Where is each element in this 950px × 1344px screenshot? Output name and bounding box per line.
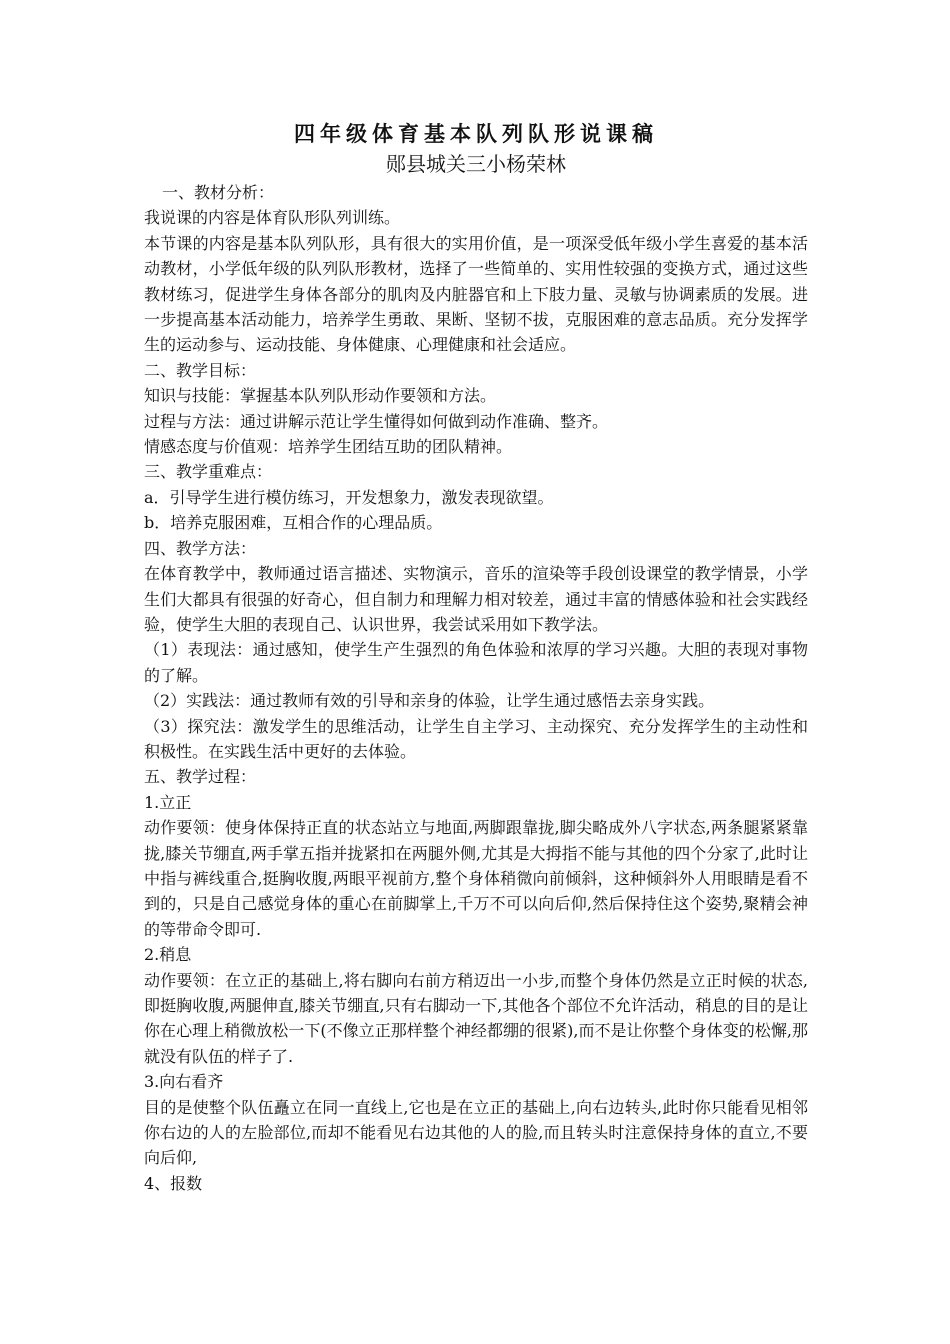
section-heading: 一、教材分析： — [162, 183, 275, 202]
paragraph: 目的是使整个队伍矗立在同一直线上,它也是在立正的基础上,向右边转头,此时你只能看见相邻你右边的人的左脸部位,而却不能看见右边其他的人的脸,而且转头时注意保持身体的直立,不要向后仰, — [144, 1097, 808, 1168]
document-title: 四年级体育基本队列队形说课稿 — [294, 121, 658, 146]
section-heading: 四、教学方法： — [144, 538, 257, 558]
paragraph: 在体育教学中，教师通过语言描述、实物演示，音乐的渲染等手段创设课堂的教学情景，小学生们大都具有很强的好奇心，但自制力和理解力相对较差，通过丰富的情感体验和社会实践经验，使学生大胆的表现自己、认识世界，我尝试采用如下教学法。 — [144, 564, 808, 634]
subsection-heading: 2.稍息 — [144, 945, 192, 965]
section-heading: 三、教学重难点： — [144, 462, 273, 482]
paragraph: 情感态度与价值观：培养学生团结互助的团队精神。 — [144, 437, 513, 457]
subsection-heading: 3.向右看齐 — [144, 1072, 224, 1092]
subsection-heading: 4、报数 — [144, 1173, 203, 1193]
paragraph: 我说课的内容是体育队形队列训练。 — [144, 208, 401, 228]
list-item: b．培养克服困难，互相合作的心理品质。 — [144, 513, 443, 533]
section-heading: 五、教学过程： — [144, 767, 257, 787]
document-author: 郧县城关三小杨荣林 — [386, 152, 566, 176]
list-item: （3）探究法：激发学生的思维活动，让学生自主学习、主动探究、充分发挥学生的主动性和积极性。在实践生活中更好的去体验。 — [144, 716, 808, 761]
paragraph: 动作要领：在立正的基础上,将右脚向右前方稍迈出一小步,而整个身体仍然是立正时候的状态,即挺胸收腹,两腿伸直,膝关节绷直,只有右脚动一下,其他各个部位不允许活动，稍息的目的是让你在心理上稍微放松一下(不像立正那样整个神经都绷的很紧),而不是让你整个身体变的松懈,那就没有队伍的样子了. — [144, 970, 808, 1066]
list-item: a．引导学生进行模仿练习，开发想象力，激发表现欲望。 — [144, 487, 554, 507]
paragraph: 动作要领：使身体保持正直的状态站立与地面,两脚跟靠拢,脚尖略成外八字状态,两条腿紧紧靠拢,膝关节绷直,两手掌五指并拢紧扣在两腿外侧,尤其是大拇指不能与其他的四个分家了,此时让中指与裤线重合,挺胸收腹,两眼平视前方,整个身体稍微向前倾斜，这种倾斜外人用眼睛是看不到的，只是自己感觉身体的重心在前脚掌上,千万不可以向后仰,然后保持住这个姿势,聚精会神的等带命令即可. — [144, 818, 808, 939]
paragraph: 本节课的内容是基本队列队形，具有很大的实用价值，是一项深受低年级小学生喜爱的基本活动教材，小学低年级的队列队形教材，选择了一些简单的、实用性较强的变换方式，通过这些教材练习，促进学生身体各部分的肌肉及内脏器官和上下肢力量、灵敏与协调素质的发展。进一步提高基本活动能力，培养学生勇敢、果断、坚韧不拔，克服困难的意志品质。充分发挥学生的运动参与、运动技能、身体健康、心理健康和社会适应。 — [144, 233, 808, 355]
subsection-heading: 1.立正 — [144, 792, 192, 812]
section-heading: 二、教学目标： — [144, 360, 257, 380]
list-item: （1）表现法：通过感知，使学生产生强烈的角色体验和浓厚的学习兴趣。大胆的表现对事物的了解。 — [144, 640, 808, 685]
paragraph: 过程与方法：通过讲解示范让学生懂得如何做到动作准确、整齐。 — [144, 411, 609, 431]
paragraph: 知识与技能：掌握基本队列队形动作要领和方法。 — [144, 386, 497, 406]
document-page — [144, 118, 808, 1196]
list-item: （2）实践法：通过教师有效的引导和亲身的体验，让学生通过感悟去亲身实践。 — [144, 691, 715, 711]
